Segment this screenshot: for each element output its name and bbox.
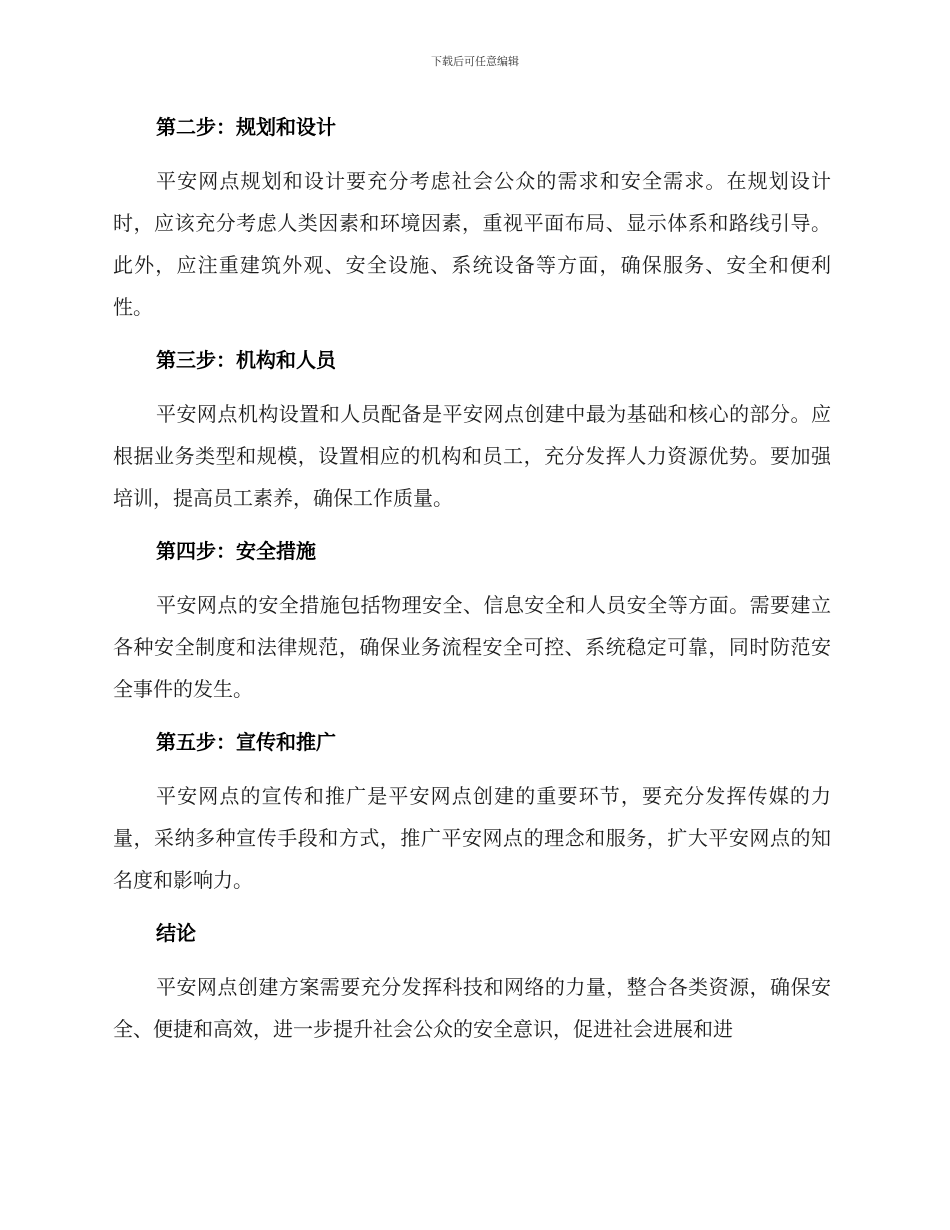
document-body [113,106,831,1061]
section-paragraph-step2: 平安网点规划和设计要充分考虑社会公众的需求和安全需求。在规划设计时，应该充分考虑人类因素和环境因素，重视平面布局、显示体系和路线引导。此外，应注重建筑外观、安全设施、系统设备等方面，确保服务、安全和便利性。 [113,169,831,319]
section-paragraph-step3: 平安网点机构设置和人员配备是平安网点创建中最为基础和核心的部分。应根据业务类型和规模，设置相应的机构和员工，充分发挥人力资源优势。要加强培训，提高员工素养，确保工作质量。 [113,402,831,510]
section-paragraph-conclusion: 平安网点创建方案需要充分发挥科技和网络的力量，整合各类资源，确保安全、便捷和高效，进一步提升社会公众的安全意识，促进社会进展和进 [113,975,831,1041]
section-heading-step3: 第三步：机构和人员 [156,348,336,372]
section-paragraph-step4: 平安网点的安全措施包括物理安全、信息安全和人员安全等方面。需要建立各种安全制度和法律规范，确保业务流程安全可控、系统稳定可靠，同时防范安全事件的发生。 [113,593,831,701]
section-heading-conclusion: 结论 [156,921,196,945]
page-header: 下载后可任意编辑 [431,55,519,68]
section-heading-step4: 第四步：安全措施 [156,539,316,563]
section-heading-step2: 第二步：规划和设计 [156,115,336,139]
section-paragraph-step5: 平安网点的宣传和推广是平安网点创建的重要环节，要充分发挥传媒的力量，采纳多种宣传手段和方式，推广平安网点的理念和服务，扩大平安网点的知名度和影响力。 [113,784,831,892]
section-heading-step5: 第五步：宣传和推广 [156,730,336,754]
